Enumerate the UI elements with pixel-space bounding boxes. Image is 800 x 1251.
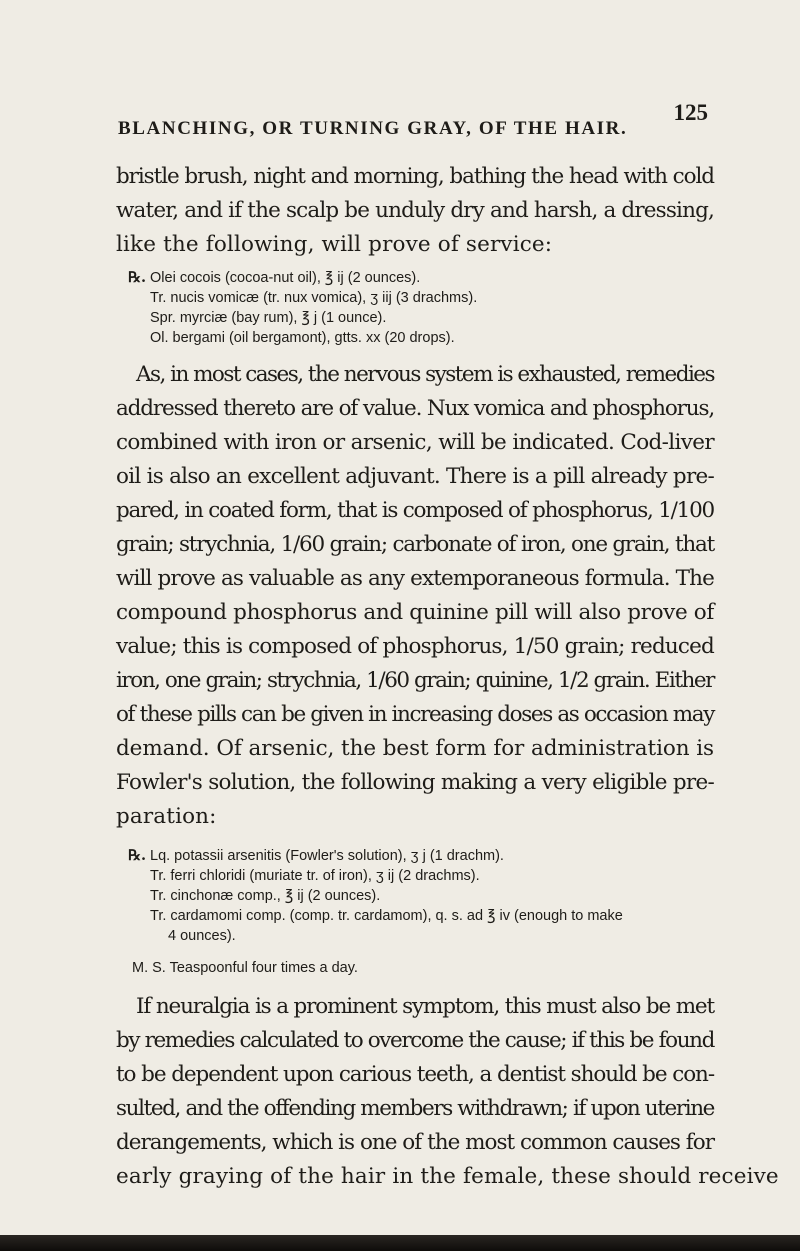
prescription-hair-dressing [128, 268, 726, 348]
text-line: of these pills can be given in increasing doses as occasion may [116, 702, 714, 727]
text-line: will prove as valuable as any extemporaneous formula. The [116, 566, 714, 591]
text-line: If neuralgia is a prominent symptom, this must also be met [136, 994, 714, 1019]
paragraph-brush-dressing [116, 160, 714, 262]
text-line: value; this is composed of phosphorus, 1/50 grain; reduced [116, 634, 714, 659]
running-title: BLANCHING, OR TURNING GRAY, OF THE HAIR. [118, 118, 628, 139]
rx-signa: M. S. Teaspoonful four times a day. [132, 960, 358, 976]
text-line: sulted, and the offending members withdrawn; if upon uterine [116, 1096, 714, 1121]
page-number: 125 [673, 100, 708, 125]
rx-line: 4 ounces). [168, 928, 236, 944]
prescription-fowlers-solution [128, 846, 726, 978]
text-line: by remedies calculated to overcome the cause; if this be found [116, 1028, 714, 1053]
recipe-symbol: ℞. [128, 847, 147, 864]
recipe-symbol: ℞. [128, 269, 147, 286]
text-line: compound phosphorus and quinine pill will also prove of [116, 600, 714, 625]
text-line: water, and if the scalp be unduly dry and harsh, a dressing, [116, 198, 714, 223]
text-line: like the following, will prove of service: [116, 232, 553, 257]
text-line: iron, one grain; strychnia, 1/60 grain; quinine, 1/2 grain. Either [116, 668, 714, 693]
text-line: paration: [116, 804, 217, 829]
rx-line: Tr. nucis vomicæ (tr. nux vomica), ʒ iij (3 drachms). [150, 290, 478, 306]
text-line: to be dependent upon carious teeth, a dentist should be con- [116, 1062, 714, 1087]
text-line: oil is also an excellent adjuvant. There is a pill already pre- [116, 464, 714, 489]
text-line: combined with iron or arsenic, will be indicated. Cod-liver [116, 430, 714, 455]
page-bottom-edge [0, 1235, 800, 1251]
running-head [118, 100, 708, 148]
paragraph-remedies [116, 358, 714, 834]
rx-line: Lq. potassii arsenitis (Fowler's solution), ʒ j (1 drachm). [150, 848, 504, 864]
rx-line: Tr. cardamomi comp. (comp. tr. cardamom), q. s. ad ℥ iv (enough to make [150, 908, 623, 924]
text-line: addressed thereto are of value. Nux vomica and phosphorus, [116, 396, 715, 421]
rx-line: Olei cocois (cocoa-nut oil), ℥ ij (2 ounces). [150, 270, 421, 286]
text-line: Fowler's solution, the following making a very eligible pre- [116, 770, 714, 795]
text-line: demand. Of arsenic, the best form for administration is [116, 736, 714, 761]
rx-line: Ol. bergami (oil bergamont), gtts. xx (20 drops). [150, 330, 455, 346]
text-line: early graying of the hair in the female, these should receive [116, 1164, 779, 1189]
rx-line: Tr. ferri chloridi (muriate tr. of iron), ʒ ij (2 drachms). [150, 868, 480, 884]
text-line: derangements, which is one of the most common causes for [116, 1130, 714, 1155]
text-line: pared, in coated form, that is composed of phosphorus, 1/100 [116, 498, 714, 523]
rx-line: Spr. myrciæ (bay rum), ℥ j (1 ounce). [150, 310, 387, 326]
text-line: As, in most cases, the nervous system is exhausted, remedies [136, 362, 714, 387]
text-line: grain; strychnia, 1/60 grain; carbonate of iron, one grain, that [116, 532, 714, 557]
text-line: bristle brush, night and morning, bathing the head with cold [116, 164, 714, 189]
paragraph-neuralgia [116, 990, 779, 1194]
rx-line: Tr. cinchonæ comp., ℥ ij (2 ounces). [150, 888, 381, 904]
